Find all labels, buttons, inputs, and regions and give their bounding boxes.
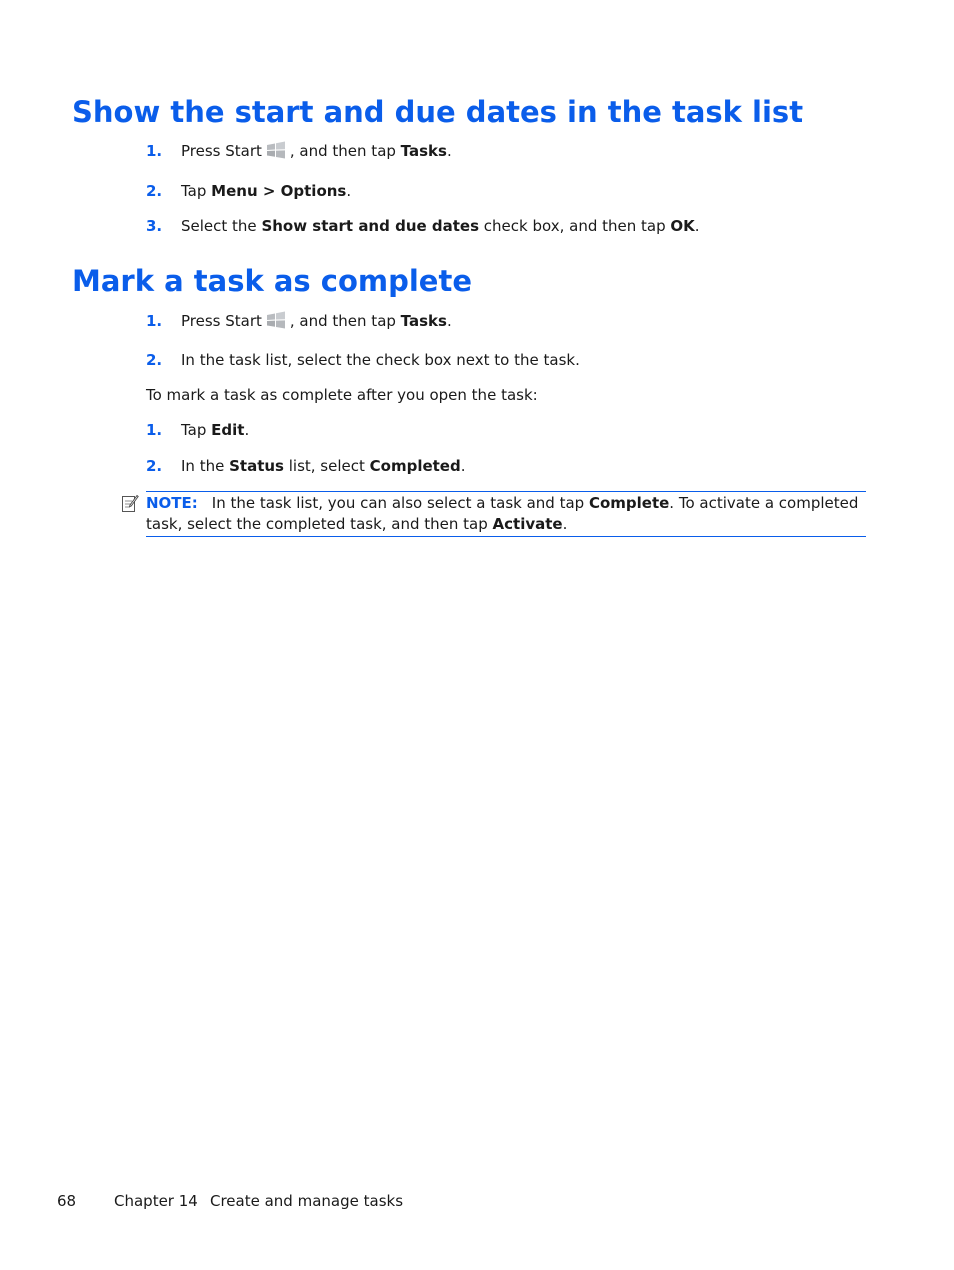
step-number: 1. <box>146 142 163 160</box>
section-title-show-dates: Show the start and due dates in the task list <box>72 95 804 129</box>
step-text: Tap Menu > Options. <box>181 182 352 200</box>
step-text: Tap Edit. <box>181 421 250 439</box>
note-label: NOTE: <box>146 494 198 512</box>
step-text: Press Start , and then tap Tasks. <box>181 312 452 330</box>
step-number: 3. <box>146 217 163 235</box>
windows-start-icon <box>265 140 287 160</box>
step-text: Select the Show start and due dates check box, and then tap OK. <box>181 217 700 235</box>
step-text: Press Start , and then tap Tasks. <box>181 142 452 160</box>
note-pencil-icon <box>121 493 139 513</box>
step-text: In the Status list, select Completed. <box>181 457 466 475</box>
page-number: 68 <box>57 1192 77 1210</box>
footer-chapter: Chapter 14 <box>114 1192 198 1210</box>
step-number: 1. <box>146 421 163 439</box>
intro-paragraph: To mark a task as complete after you open the task: <box>146 386 538 404</box>
step-text: In the task list, select the check box next to the task. <box>181 351 580 369</box>
step-number: 2. <box>146 182 163 200</box>
windows-start-icon <box>265 310 287 330</box>
step-number: 2. <box>146 457 163 475</box>
note-box: NOTE: In the task list, you can also select a task and tap Complete. To activate a completed task, select the completed task, and then tap Activate. <box>146 491 866 537</box>
step-number: 2. <box>146 351 163 369</box>
footer-chapter-title: Create and manage tasks <box>210 1192 404 1210</box>
step-number: 1. <box>146 312 163 330</box>
section-title-mark-complete: Mark a task as complete <box>72 264 473 298</box>
